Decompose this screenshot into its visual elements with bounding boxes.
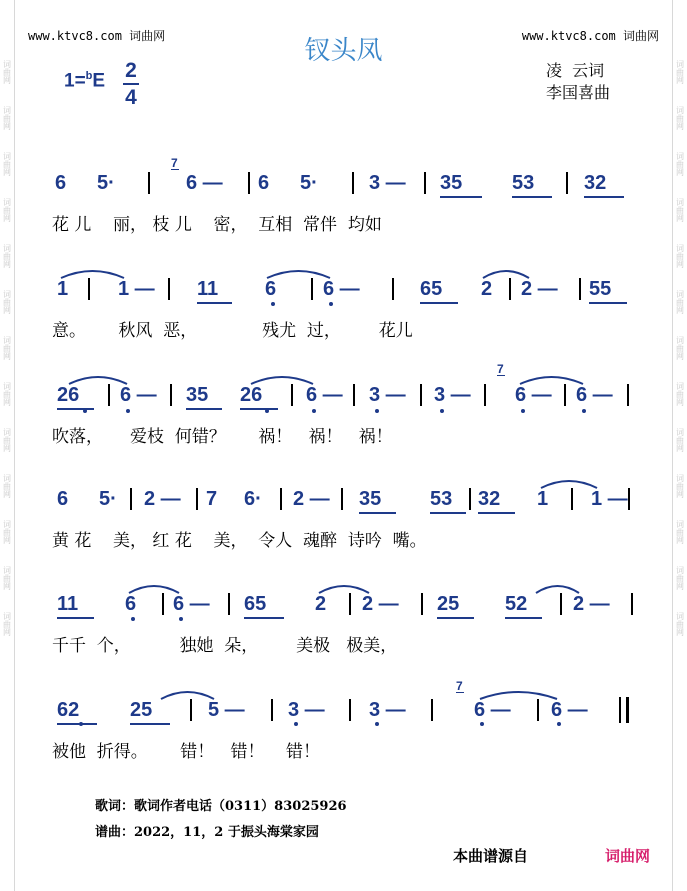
note-group: 2 — [521, 278, 558, 300]
barline [469, 488, 471, 510]
note-group: 1 — [118, 278, 155, 300]
barline [424, 172, 426, 194]
barline [341, 488, 343, 510]
note-group: 65 [244, 593, 267, 615]
note-group: 35 [186, 384, 209, 406]
lyric-credit: 歌词：歌词作者电话（0311）83025926 [95, 799, 347, 814]
note-group: 1 [57, 278, 69, 300]
note-group: 6 [57, 488, 69, 510]
tie-slur [519, 373, 584, 385]
low-octave-dot [265, 409, 269, 413]
site-url-left: www.ktvc8.com 词曲网 [28, 29, 166, 43]
watermark-text: 词曲网 [2, 60, 12, 84]
note-group: 7 [206, 488, 218, 510]
barline [148, 172, 150, 194]
beam-underline [197, 302, 232, 304]
beam-underline [478, 512, 515, 514]
note-group: 6 — [306, 384, 343, 406]
note-group: 32 [584, 172, 607, 194]
lyric-line: 意。 秋风 恶， 残尤 过， 花儿 [52, 321, 413, 341]
key-prefix: 1= [64, 70, 86, 92]
note-group: 6 — [515, 384, 552, 406]
beam-underline [57, 617, 94, 619]
note-group: 6 [55, 172, 67, 194]
note-group: 2 — [293, 488, 330, 510]
barline [130, 488, 132, 510]
low-octave-dot [375, 409, 379, 413]
note-group: 2 — [573, 593, 610, 615]
source-label: 本曲谱源自 [453, 847, 529, 865]
time-signature [121, 58, 141, 110]
lyric-line: 千千 个， 独她 朵， 美极 极美， [52, 636, 398, 656]
final-barline-thick [626, 697, 629, 723]
note-group: 6 — [474, 699, 511, 721]
note-group: 2 — [144, 488, 181, 510]
watermark-text: 词曲网 [2, 106, 12, 130]
low-octave-dot [79, 722, 83, 726]
watermark-text: 词曲网 [675, 198, 685, 222]
barline [271, 699, 273, 721]
note-group: 1 — [591, 488, 628, 510]
beam-underline [420, 302, 458, 304]
beam-underline [440, 196, 482, 198]
note-group: 5 — [208, 699, 245, 721]
beam-underline [589, 302, 627, 304]
song-title: 钗头凤 [304, 36, 383, 66]
time-numerator: 2 [125, 59, 137, 82]
final-barline-thin [619, 697, 621, 723]
watermark-text: 词曲网 [675, 106, 685, 130]
lyric-line: 吹落， 爱枝 何错？ 祸！ 祸！ 祸！ [52, 427, 393, 447]
low-octave-dot [521, 409, 525, 413]
note-group: 55 [589, 278, 612, 300]
watermark-text: 词曲网 [675, 290, 685, 314]
barline [248, 172, 250, 194]
watermark-text: 词曲网 [675, 474, 685, 498]
watermark-text: 词曲网 [675, 612, 685, 636]
low-octave-dot [440, 409, 444, 413]
lyricist: 凌 云词 [546, 61, 605, 80]
barline [228, 593, 230, 615]
tie-slur [482, 267, 530, 279]
right-watermark-strip [672, 0, 687, 891]
note-group: 35 [359, 488, 382, 510]
beam-underline [244, 617, 284, 619]
note-group: 26 [240, 384, 263, 406]
note-group: 26 [57, 384, 80, 406]
tie-slur [68, 373, 128, 385]
grace-digit: 7 [171, 156, 178, 170]
watermark-text: 词曲网 [675, 382, 685, 406]
barline [564, 384, 566, 406]
watermark-text: 词曲网 [675, 152, 685, 176]
music-credit: 谱曲：2022，11，2 于振头海棠家园 [95, 825, 319, 840]
beam-underline [57, 408, 94, 410]
credits [546, 60, 610, 104]
left-watermark-strip [0, 0, 15, 891]
low-octave-dot [126, 409, 130, 413]
barline [566, 172, 568, 194]
tie-slur [60, 267, 125, 279]
key-note: E [92, 70, 106, 92]
low-octave-dot [557, 722, 561, 726]
tie-slur [479, 688, 558, 700]
barline [108, 384, 110, 406]
tie-slur [266, 267, 331, 279]
low-octave-dot [329, 302, 333, 306]
note-group: 5· [99, 488, 117, 510]
barline [421, 593, 423, 615]
source-brand: 词曲网 [605, 847, 651, 865]
key-signature [64, 70, 105, 92]
grace-note [497, 363, 505, 376]
note-group: 6 [258, 172, 270, 194]
note-group: 6 — [576, 384, 613, 406]
low-octave-dot [294, 722, 298, 726]
barline [162, 593, 164, 615]
barline [431, 699, 433, 721]
note-group: 25 [437, 593, 460, 615]
barline [196, 488, 198, 510]
low-octave-dot [131, 617, 135, 621]
note-group: 65 [420, 278, 443, 300]
note-group: 3 — [369, 172, 406, 194]
watermark-text: 词曲网 [675, 566, 685, 590]
watermark-text: 词曲网 [2, 382, 12, 406]
watermark-text: 词曲网 [675, 520, 685, 544]
watermark-text: 词曲网 [2, 198, 12, 222]
note-group: 11 [197, 278, 219, 300]
barline [291, 384, 293, 406]
low-octave-dot [582, 409, 586, 413]
barline [392, 278, 394, 300]
watermark-text: 词曲网 [675, 244, 685, 268]
note-group: 3 — [434, 384, 471, 406]
tie-slur [128, 582, 180, 594]
beam-underline [437, 617, 474, 619]
low-octave-dot [271, 302, 275, 306]
barline [579, 278, 581, 300]
watermark-text: 词曲网 [2, 566, 12, 590]
tie-slur [250, 373, 314, 385]
watermark-text: 词曲网 [2, 290, 12, 314]
grace-digit: 7 [456, 679, 463, 693]
grace-note [171, 157, 179, 170]
beam-underline [512, 196, 552, 198]
barline [352, 172, 354, 194]
note-group: 62 [57, 699, 80, 721]
time-denominator: 4 [125, 86, 137, 109]
beam-underline [584, 196, 624, 198]
composer: 李国喜曲 [546, 83, 611, 102]
barline [571, 488, 573, 510]
beam-underline [130, 723, 170, 725]
barline [311, 278, 313, 300]
barline [88, 278, 90, 300]
barline [353, 384, 355, 406]
grace-note [456, 680, 464, 693]
lyric-line: 黄 花 美， 红 花 美， 令人 魂醉 诗吟 嘴。 [52, 531, 427, 551]
note-group: 6 [265, 278, 277, 300]
beam-underline [186, 408, 222, 410]
watermark-text: 词曲网 [2, 244, 12, 268]
barline [628, 488, 630, 510]
tie-slur [318, 582, 370, 594]
note-group: 6 [125, 593, 137, 615]
tie-slur [160, 688, 215, 700]
low-octave-dot [83, 409, 87, 413]
note-group: 25 [130, 699, 153, 721]
note-group: 6 — [186, 172, 223, 194]
barline [349, 699, 351, 721]
note-group: 5· [300, 172, 318, 194]
note-group: 52 [505, 593, 528, 615]
low-octave-dot [375, 722, 379, 726]
low-octave-dot [480, 722, 484, 726]
low-octave-dot [179, 617, 183, 621]
watermark-text: 词曲网 [675, 428, 685, 452]
barline [537, 699, 539, 721]
watermark-text: 词曲网 [2, 612, 12, 636]
note-group: 6· [244, 488, 262, 510]
note-group: 2 — [362, 593, 399, 615]
note-group: 3 — [369, 384, 406, 406]
tie-slur [535, 582, 580, 594]
note-group: 6 — [323, 278, 360, 300]
note-group: 35 [440, 172, 463, 194]
barline [560, 593, 562, 615]
note-group: 53 [430, 488, 453, 510]
note-group: 32 [478, 488, 501, 510]
barline [509, 278, 511, 300]
beam-underline [505, 617, 542, 619]
note-group: 5· [97, 172, 115, 194]
note-group: 53 [512, 172, 535, 194]
beam-underline [430, 512, 466, 514]
watermark-text: 词曲网 [2, 428, 12, 452]
note-group: 2 [315, 593, 327, 615]
beam-underline [240, 408, 278, 410]
watermark-text: 词曲网 [2, 474, 12, 498]
note-group: 6 — [173, 593, 210, 615]
flat-sign: b [85, 70, 93, 82]
note-group: 2 [481, 278, 493, 300]
barline [280, 488, 282, 510]
barline [484, 384, 486, 406]
barline [190, 699, 192, 721]
note-group: 1 [537, 488, 549, 510]
watermark-text: 词曲网 [2, 520, 12, 544]
grace-digit: 7 [497, 362, 504, 376]
beam-underline [57, 723, 97, 725]
watermark-text: 词曲网 [675, 336, 685, 360]
lyric-line: 花 儿 丽， 枝 儿 密， 互相 常伴 均如 [52, 215, 382, 235]
watermark-text: 词曲网 [2, 336, 12, 360]
note-group: 6 — [551, 699, 588, 721]
barline [627, 384, 629, 406]
note-group: 6 — [120, 384, 157, 406]
barline [170, 384, 172, 406]
site-url-right: www.ktvc8.com 词曲网 [521, 29, 659, 43]
barline [168, 278, 170, 300]
barline [420, 384, 422, 406]
note-group: 3 — [288, 699, 325, 721]
note-group: 11 [57, 593, 79, 615]
tie-slur [540, 477, 598, 489]
barline [631, 593, 633, 615]
beam-underline [359, 512, 396, 514]
watermark-text: 词曲网 [675, 60, 685, 84]
low-octave-dot [312, 409, 316, 413]
barline [349, 593, 351, 615]
note-group: 3 — [369, 699, 406, 721]
watermark-text: 词曲网 [2, 152, 12, 176]
lyric-line: 被他 折得。 错！ 错！ 错！ [52, 742, 321, 762]
